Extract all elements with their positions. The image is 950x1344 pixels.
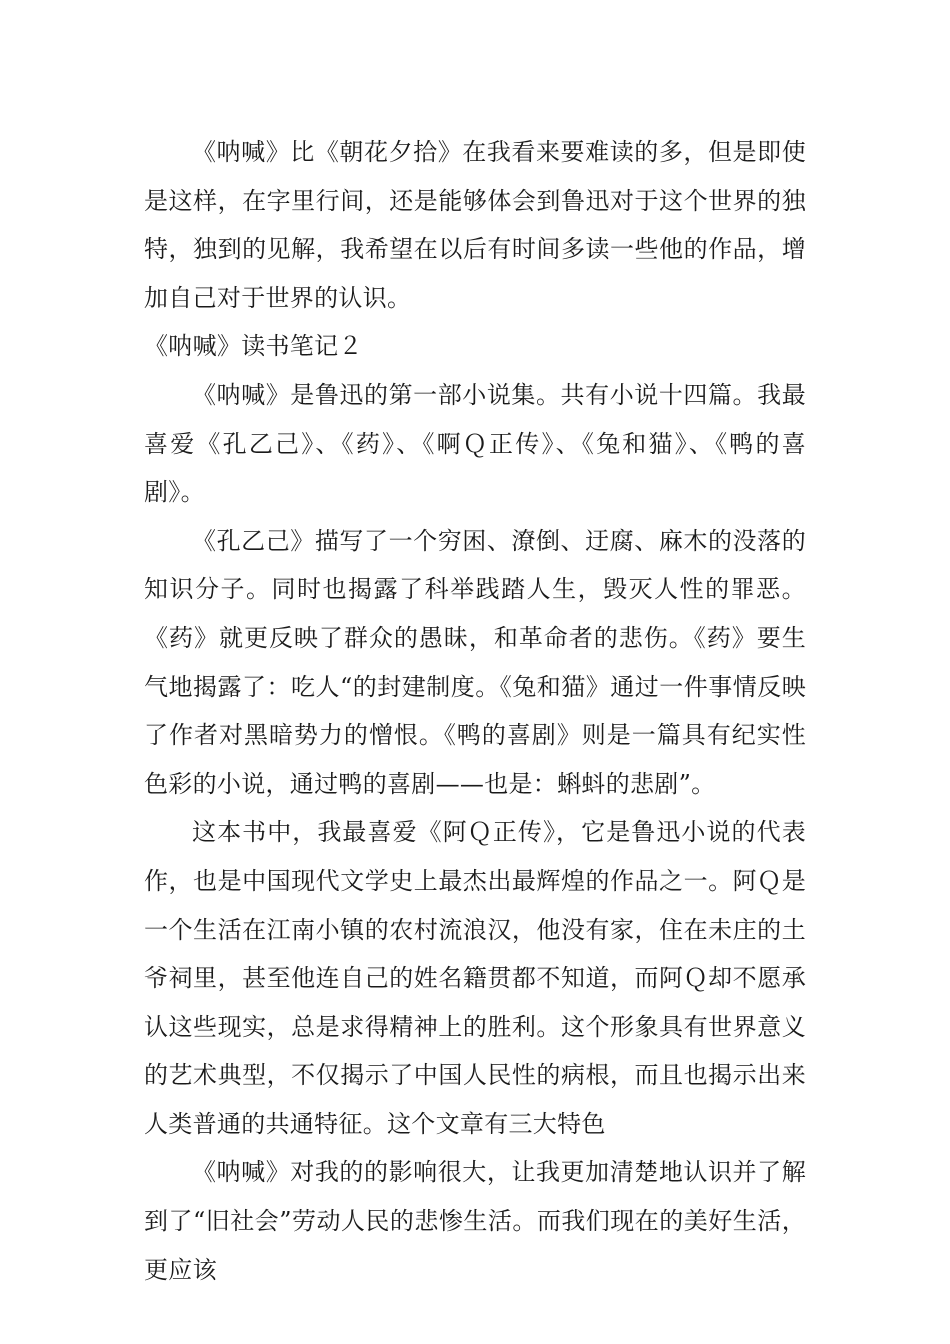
paragraph-1: 《呐喊》比《朝花夕拾》在我看来要难读的多，但是即使是这样，在字里行间，还是能够体会到鲁迅对于这个世界的独特，独到的见解，我希望在以后有时间多读一些他的作品，增加自己对于世界的认识。 (144, 138, 806, 312)
paragraph-4: 这本书中，我最喜爱《阿Ｑ正传》，它是鲁迅小说的代表作，也是中国现代文学史上最杰出最辉煌的作品之一。阿Ｑ是一个生活在江南小镇的农村流浪汉，他没有家，住在未庄的土爷祠里，甚至他连自己的姓名籍贯都不知道，而阿Ｑ却不愿承认这些现实，总是求得精神上的胜利。这个形象具有世界意义的艺术典型，不仅揭示了中国人民性的病根，而且也揭示出来人类普通的共通特征。这个文章有三大特色 (144, 818, 806, 1138)
document-body (144, 128, 806, 1294)
section-heading: 《呐喊》读书笔记２ (144, 332, 363, 361)
paragraph-5: 《呐喊》对我的的影响很大，让我更加清楚地认识并了解到了“旧社会”劳动人民的悲惨生活。而我们现在的美好生活，更应该 (144, 1158, 806, 1284)
paragraph-2: 《呐喊》是鲁迅的第一部小说集。共有小说十四篇。我最喜爱《孔乙己》、《药》、《啊Ｑ正传》、《兔和猫》、《鸭的喜剧》。 (144, 380, 806, 507)
paragraph-3: 《孔乙己》描写了一个穷困、潦倒、迂腐、麻木的没落的知识分子。同时也揭露了科举践踏人生，毁灭人性的罪恶。《药》就更反映了群众的愚昧，和革命者的悲伤。《药》要生气地揭露了：吃人“的封建制度。《兔和猫》通过一件事情反映了作者对黑暗势力的憎恨。《鸭的喜剧》则是一篇具有纪实性色彩的小说，通过鸭的喜剧——也是：蝌蚪的悲剧”。 (144, 526, 806, 798)
